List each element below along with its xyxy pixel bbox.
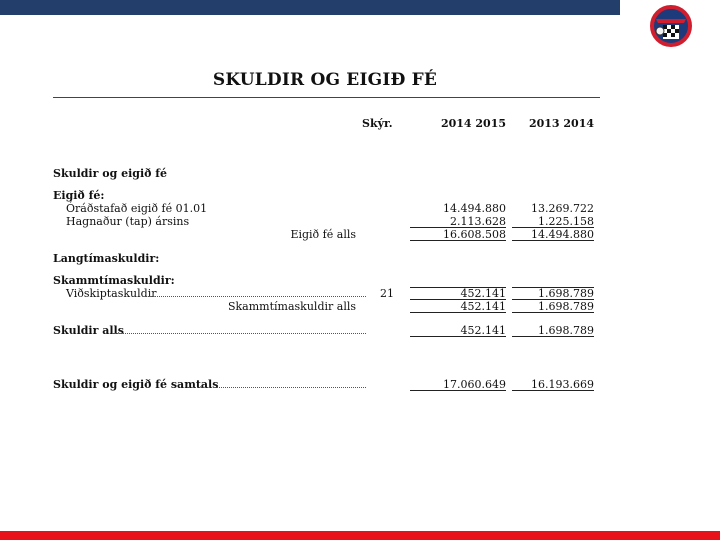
underline	[512, 336, 594, 337]
club-logo	[648, 5, 694, 47]
st-total-y1: 452.141	[460, 300, 506, 313]
leader-dots	[188, 387, 366, 388]
underline	[512, 240, 594, 241]
liab-total-y1: 452.141	[460, 324, 506, 337]
payables-y2: 1.698.789	[538, 287, 594, 300]
equity-total-y1: 16.608.508	[443, 228, 506, 241]
leader-dots	[148, 296, 366, 297]
st-total-y2: 1.698.789	[538, 300, 594, 313]
payables-label: Viðskiptaskuldir	[66, 287, 157, 300]
underline	[512, 312, 594, 313]
payables-y1: 452.141	[460, 287, 506, 300]
grand-total-y2: 16.193.669	[531, 378, 594, 391]
profit-label: Hagnaður (tap) ársins	[66, 215, 190, 228]
underline	[410, 336, 506, 337]
underline	[512, 390, 594, 391]
equity-total-y2: 14.494.880	[531, 228, 594, 241]
profit-y1: 2.113.628	[450, 215, 506, 228]
grand-total-y1: 17.060.649	[443, 378, 506, 391]
profit-y2: 1.225.158	[538, 215, 594, 228]
underline	[410, 312, 506, 313]
underline	[410, 240, 506, 241]
equity-heading: Eigið fé:	[53, 189, 105, 202]
header-note: Skýr.	[362, 117, 393, 130]
retained-y1: 14.494.880	[443, 202, 506, 215]
st-total-label: Skammtímaskuldir alls	[227, 300, 356, 313]
top-bar	[0, 0, 620, 15]
equity-total-label: Eigið fé alls	[290, 228, 356, 241]
liab-total-y2: 1.698.789	[538, 324, 594, 337]
payables-note: 21	[380, 287, 394, 300]
header-year-2: 2013 2014	[528, 117, 594, 130]
section-heading: Skuldir og eigið fé	[53, 167, 168, 180]
title-rule	[53, 97, 600, 98]
header-year-1: 2014 2015	[440, 117, 506, 130]
retained-label: Óráðstafað eigið fé 01.01	[66, 202, 208, 215]
page-title: SKULDIR OG EIGIÐ FÉ	[212, 70, 438, 90]
grand-total-label: Skuldir og eigið fé samtals	[53, 378, 219, 391]
bottom-bar	[0, 531, 720, 540]
underline	[410, 390, 506, 391]
leader-dots	[112, 333, 366, 334]
shortterm-heading: Skammtímaskuldir:	[53, 274, 175, 287]
longterm-heading: Langtímaskuldir:	[53, 252, 160, 265]
liab-total-label: Skuldir alls	[53, 324, 124, 337]
retained-y2: 13.269.722	[531, 202, 594, 215]
